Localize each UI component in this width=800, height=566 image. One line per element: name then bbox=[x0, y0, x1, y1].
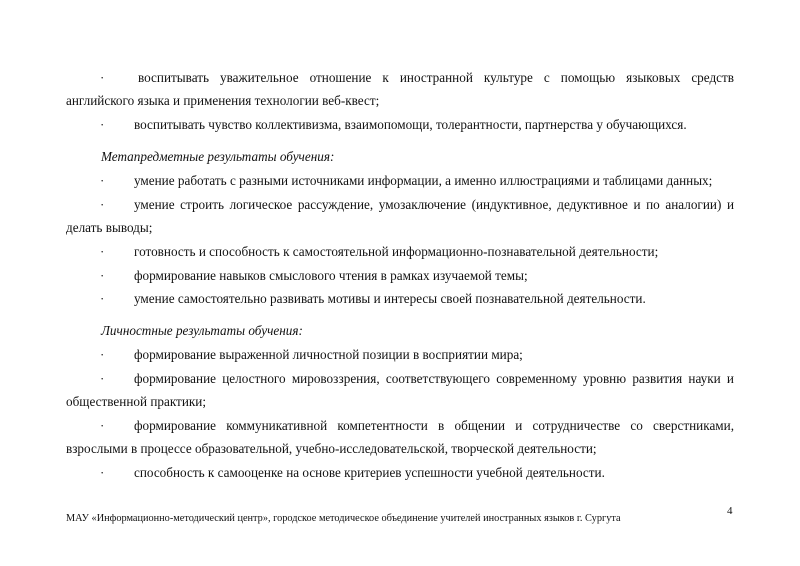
list-item-line: воспитывать уважительное отношение к иностранной культуре с помощью языковых средств bbox=[138, 70, 734, 85]
list-item-line: формирование выраженной личностной позиции в восприятии мира; bbox=[134, 347, 523, 362]
bullet: · bbox=[100, 197, 105, 212]
list-item-line: умение работать с разными источниками информации, а именно иллюстрациями и таблицами данных; bbox=[134, 173, 713, 188]
list-item-line: умение строить логическое рассуждение, умозаключение (индуктивное, дедуктивное и по аналогии) и bbox=[134, 197, 734, 212]
list-item-line: английского языка и применения технологии веб-квест; bbox=[66, 93, 380, 108]
list-item-line: формирование целостного мировоззрения, соответствующего современному уровню развития науки и bbox=[134, 371, 734, 386]
section-heading: Личностные результаты обучения: bbox=[101, 323, 303, 338]
list-item-line: готовность и способность к самостоятельной информационно-познавательной деятельности; bbox=[134, 244, 659, 259]
bullet: · bbox=[100, 268, 105, 283]
bullet: · bbox=[100, 173, 105, 188]
list-item-line: делать выводы; bbox=[66, 220, 153, 235]
page-number: 4 bbox=[727, 505, 733, 517]
list-item-line: умение самостоятельно развивать мотивы и интересы своей познавательной деятельности. bbox=[134, 291, 646, 306]
bullet: · bbox=[100, 465, 105, 480]
list-item-line: взрослыми в процессе образовательной, учебно-исследовательской, творческой деятельности; bbox=[66, 441, 597, 456]
bullet: · bbox=[100, 371, 105, 386]
bullet: · bbox=[100, 70, 105, 85]
page-footer: МАУ «Информационно-методический центр», городское методическое объединение учителей иностранных языков г. Сургута bbox=[66, 513, 621, 524]
bullet: · bbox=[100, 418, 105, 433]
list-item-line: способность к самооценке на основе критериев успешности учебной деятельности. bbox=[134, 465, 605, 480]
list-item-line: общественной практики; bbox=[66, 394, 207, 409]
list-item-line: воспитывать чувство коллективизма, взаимопомощи, толерантности, партнерства у обучающихся. bbox=[134, 117, 687, 132]
list-item-line: формирование коммуникативной компетентности в общении и сотрудничестве со сверстниками, bbox=[134, 418, 734, 433]
bullet: · bbox=[100, 117, 105, 132]
list-item-line: формирование навыков смыслового чтения в рамках изучаемой темы; bbox=[134, 268, 528, 283]
bullet: · bbox=[100, 347, 105, 362]
section-heading: Метапредметные результаты обучения: bbox=[101, 149, 335, 164]
bullet: · bbox=[100, 291, 105, 306]
bullet: · bbox=[100, 244, 105, 259]
